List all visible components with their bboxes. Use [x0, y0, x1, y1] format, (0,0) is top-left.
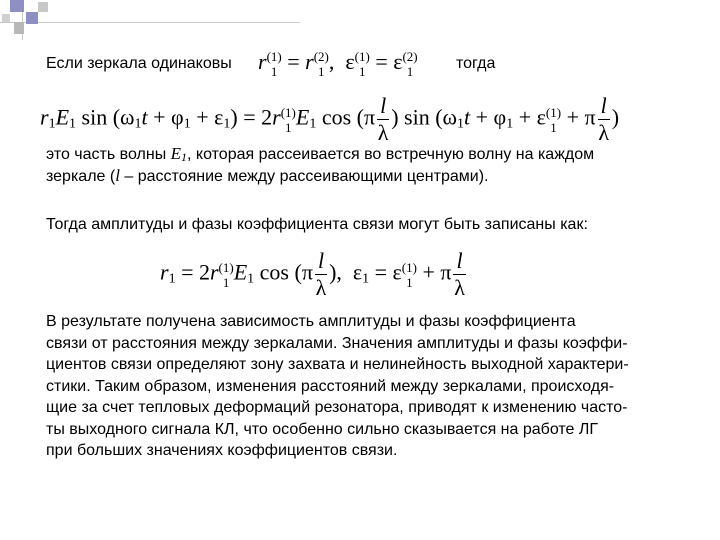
- paragraph-3-line: стики. Таким образом, изменения расстояний между зеркалами, происходя-: [46, 377, 615, 395]
- intro-suffix: тогда: [456, 55, 496, 72]
- condition-formula: r (1) 1 = r (2) 1 , ε (1) 1 = ε (2) 1: [258, 49, 418, 79]
- grey-square: [14, 22, 24, 34]
- paragraph-3-line: ты выходного сигнала КЛ, что особенно сильно сказывается на работе ЛГ: [46, 420, 599, 438]
- paragraph-3-line: щие за счет тепловых деформаций резонатора, приводят к изменению часто-: [46, 399, 628, 416]
- paragraph-3-line: циентов связи определяют зону захвата и нелинейность выходной характери-: [46, 356, 629, 373]
- accent-square: [26, 12, 38, 24]
- intro-prefix: Если зеркала одинаковы: [46, 55, 232, 72]
- paragraph-3-line: В результате получена зависимость амплитуды и фазы коэффициента: [46, 313, 576, 330]
- coupling-formula: r1 = 2r (1) 1 E1 cos (π $\frac{l}{\lambda}$ ), ε1 = ε (1) 1 + π $\frac{l}{\lambda}$: [160, 248, 465, 300]
- paragraph-1-line-2: зеркале (l – расстояние между рассеивающими центрами).: [46, 166, 489, 185]
- paragraph-1-line-1: это часть волны E1, которая рассеивается во встречную волну на каждом: [46, 144, 595, 164]
- grey-square: [2, 14, 10, 22]
- corner-decoration: [0, 0, 300, 40]
- grey-square: [38, 2, 48, 12]
- paragraph-3-line: связи от расстояния между зеркалами. Значения амплитуды и фазы коэффи-: [46, 334, 628, 352]
- paragraph-2: Тогда амплитуды и фазы коэффициента связи могут быть записаны как:: [46, 216, 588, 233]
- paragraph-3-line: при больших значениях коэффициентов связи.: [46, 442, 398, 459]
- accent-square: [10, 0, 24, 12]
- scattering-equation: r1E1 sin (ω1t + φ1 + ε1) = 2r (1) 1 E1 cos (π $\frac{l}{\lambda}$ ) sin (ω1t + φ1 + ε (1) 1 + π $\frac{l}{\lambda}$ ): [40, 93, 620, 145]
